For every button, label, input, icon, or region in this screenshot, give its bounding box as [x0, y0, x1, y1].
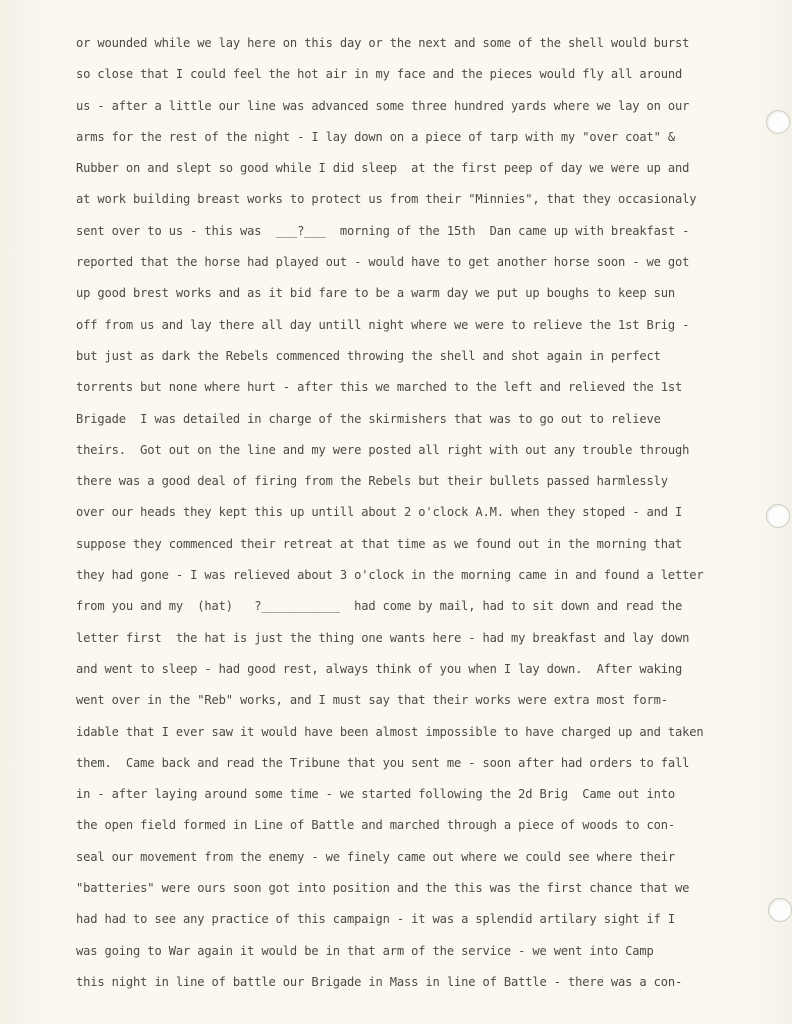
text-line: from you and my (hat) ?___________ had come by mail, had to sit down and read the	[76, 599, 683, 614]
text-line: went over in the "Reb" works, and I must say that their works were extra most form-	[76, 693, 668, 708]
text-line: at work building breast works to protect us from their "Minnies", that they occasionaly	[76, 192, 697, 207]
letter-body	[76, 28, 776, 998]
text-line: or wounded while we lay here on this day or the next and some of the shell would burst	[76, 36, 690, 50]
text-line: this night in line of battle our Brigade in Mass in line of Battle - there was a con-	[76, 974, 683, 989]
text-line: in - after laying around some time - we started following the 2d Brig Came out into	[76, 787, 676, 802]
text-line: there was a good deal of firing from the Rebels but their bullets passed harmlessly	[76, 474, 668, 489]
text-line: Brigade I was detailed in charge of the skirmishers that was to go out to relieve	[76, 411, 661, 426]
text-line: reported that the horse had played out - would have to get another horse soon - we got	[76, 255, 690, 270]
text-line: suppose they commenced their retreat at that time as we found out in the morning that	[76, 536, 683, 551]
text-line: idable that I ever saw it would have been almost impossible to have charged up and taken	[76, 724, 704, 739]
text-line: over our heads they kept this up untill about 2 o'clock A.M. when they stoped - and I	[76, 505, 683, 520]
text-line: they had gone - I was relieved about 3 o'clock in the morning came in and found a letter	[76, 568, 704, 583]
text-line: Rubber on and slept so good while I did sleep at the first peep of day we were up and	[76, 161, 690, 176]
text-line: "batteries" were ours soon got into position and the this was the first chance that we	[76, 881, 690, 896]
text-line: up good brest works and as it bid fare to be a warm day we put up boughs to keep sun	[76, 286, 676, 301]
text-line: so close that I could feel the hot air in my face and the pieces would fly all around	[76, 67, 683, 82]
text-line: us - after a little our line was advanced some three hundred yards where we lay on our	[76, 98, 690, 113]
text-line: letter first the hat is just the thing one wants here - had my breakfast and lay down	[76, 630, 690, 645]
text-line: arms for the rest of the night - I lay down on a piece of tarp with my "over coat" &	[76, 129, 676, 144]
text-line: them. Came back and read the Tribune that you sent me - soon after had orders to fall	[76, 755, 690, 770]
text-line: seal our movement from the enemy - we finely came out where we could see where their	[76, 849, 676, 864]
text-line: theirs. Got out on the line and my were posted all right with out any trouble through	[76, 442, 690, 457]
text-line: and went to sleep - had good rest, always think of you when I lay down. After waking	[76, 661, 683, 676]
text-line: had had to see any practice of this campaign - it was a splendid artilary sight if I	[76, 912, 676, 927]
text-line: the open field formed in Line of Battle and marched through a piece of woods to con-	[76, 818, 676, 833]
text-line: torrents but none where hurt - after this we marched to the left and relieved the 1st	[76, 380, 683, 395]
text-line: but just as dark the Rebels commenced throwing the shell and shot again in perfect	[76, 348, 661, 363]
text-line: sent over to us - this was ___?___ morning of the 15th Dan came up with breakfast -	[76, 223, 690, 238]
text-line: off from us and lay there all day untill night where we were to relieve the 1st Brig -	[76, 317, 690, 332]
text-line: was going to War again it would be in that arm of the service - we went into Camp	[76, 943, 654, 958]
